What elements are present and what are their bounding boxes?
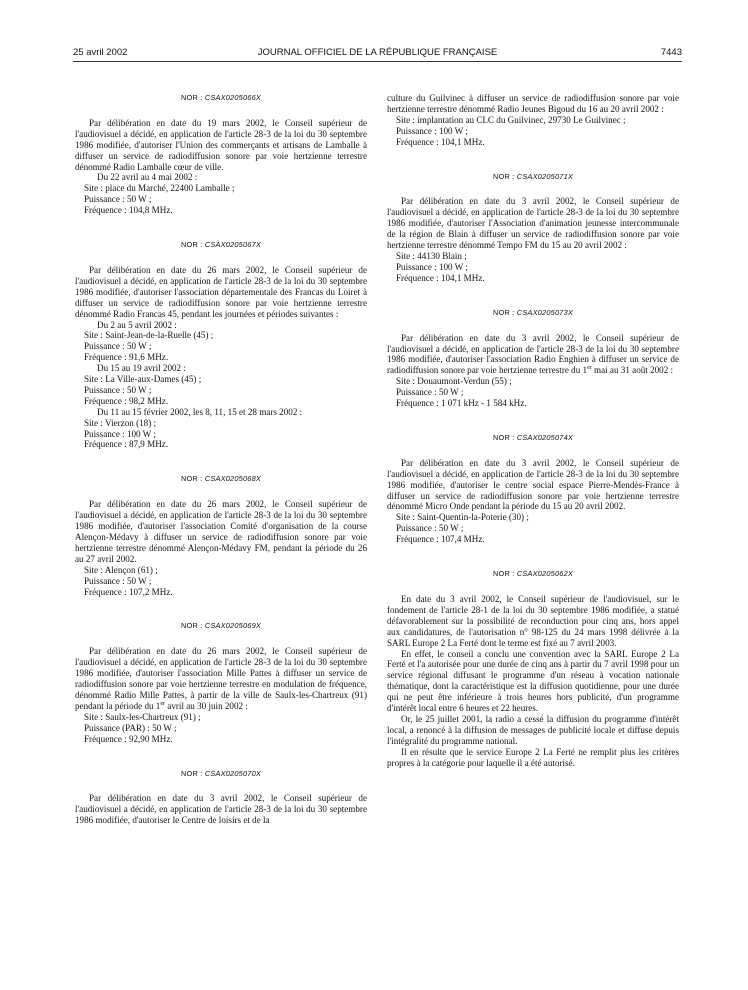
site-line: Site : Alençon (61) ; — [84, 564, 158, 575]
nor-code: CSAX0205068X — [204, 474, 262, 484]
frequency-line: Fréquence : 87,9 MHz. — [84, 439, 169, 450]
decision-text-part: Par délibération en date du 3 avril 2002, le Conseil supérieur de l'audiovisuel a décidé, en application de l'article 28-3 de la loi du 30 septembre 1986 modifiée, d'autoriser l'association Radio Enghien à diffuser un service de radiodiffusion sonore par voie hertzienne terrestre du 1 — [387, 332, 679, 376]
nor-reference — [387, 433, 679, 444]
nor-label: NOR : — [180, 93, 205, 102]
nor-reference — [75, 93, 367, 104]
power-line: Puissance : 50 W ; — [84, 575, 152, 586]
site-line: Site : Douaumont-Verdun (55) ; — [396, 376, 512, 387]
nor-label: NOR : — [492, 307, 517, 317]
decision-block — [75, 240, 367, 450]
frequency-line: Fréquence : 104,1 MHz. — [396, 136, 485, 147]
nor-code: CSAX0205067X — [204, 240, 262, 250]
decision-block — [75, 474, 367, 597]
left-column — [75, 93, 367, 850]
decision-text — [387, 333, 679, 377]
site-line: Site : place du Marché, 22400 Lamballe ; — [84, 183, 235, 194]
decision-text-part: mai au 31 août 2002 : — [591, 365, 674, 376]
decision-text: Par délibération en date du 19 mars 2002, le Conseil supérieur de l'audiovisuel a décidé, en application de l'article 28-3 de la loi du 30 septembre 1986 modifiée, d'autoriser l'Union des commerçants et artisans de Lamballe à diffuser un service de radiodiffusion sonore par voie hertzienne terrestre dénommé Radio Lamballe cœur de ville. — [75, 117, 367, 172]
nor-label: NOR : — [492, 432, 517, 442]
decision-text — [75, 646, 367, 711]
nor-code: CSAX0205069X — [204, 621, 262, 631]
power-line: Puissance : 100 W ; — [396, 125, 468, 136]
decision-text: culture du Guilvinec à diffuser un service de radiodiffusion sonore par voie hertzienne terrestre dénommé Radio Jeunes Bigoud du 16 au 20 avril 2002 : — [387, 93, 679, 114]
period-line: Du 22 avril au 4 mai 2002 : — [97, 172, 198, 183]
ordinal-superscript: er — [160, 700, 166, 707]
decision-text: Par délibération en date du 3 avril 2002, le Conseil supérieur de l'audiovisuel a décidé, en application de l'article 28-3 de la loi du 30 septembre 1986 modifiée, d'autoriser le Centre de loisirs et de la — [75, 793, 367, 826]
decision-block — [387, 433, 679, 545]
decision-text: Par délibération en date du 26 mars 2002, le Conseil supérieur de l'audiovisuel a décidé, en application de l'article 28-3 de la loi du 30 septembre 1986 modifiée, d'autoriser l'association Comité d'organisation de la course Alençon-Médavy à diffuser un service de radiodiffusion sonore par voie hertzienne terrestre dénommé Alençon-Médavy FM, pendant la période du 26 au 27 avril 2002. — [75, 499, 367, 564]
power-line: Puissance : 50 W ; — [396, 523, 464, 534]
nor-reference — [75, 474, 367, 485]
nor-label: NOR : — [492, 569, 517, 579]
decision-block — [75, 93, 367, 216]
nor-code: CSAX0205074X — [516, 432, 574, 442]
site-line: Site : Saint-Jean-de-la-Ruelle (45) ; — [84, 330, 214, 341]
frequency-line: Fréquence : 104,8 MHz. — [84, 205, 173, 216]
frequency-line: Fréquence : 107,4 MHz. — [396, 534, 485, 545]
nor-reference — [387, 308, 679, 319]
decision-text: Par délibération en date du 26 mars 2002, le Conseil supérieur de l'audiovisuel a décidé, en application de l'article 28-3 de la loi du 30 septembre 1986 modifiée, d'autoriser l'association départementale des Francas du Loiret à diffuser un service de radiodiffusion sonore par voie hertzienne terrestre dénommé Radio Francas 45, pendant les journées et périodes suivantes : — [75, 264, 367, 319]
nor-label: NOR : — [180, 474, 205, 484]
header-page-number: 7443 — [660, 47, 682, 58]
power-line: Puissance : 100 W ; — [396, 261, 468, 272]
power-line: Puissance : 50 W ; — [84, 384, 152, 395]
power-line: Puissance : 50 W ; — [396, 387, 464, 398]
nor-label: NOR : — [492, 171, 517, 181]
period-line: Du 15 au 19 avril 2002 : — [97, 363, 186, 374]
nor-reference — [387, 569, 679, 580]
decision-block — [387, 569, 679, 768]
header-date: 25 avril 2002 — [73, 47, 128, 58]
frequency-line: Fréquence : 91,6 MHz. — [84, 352, 169, 363]
decision-continuation — [387, 93, 679, 148]
nor-label: NOR : — [180, 768, 205, 778]
frequency-line: Fréquence : 98,2 MHz. — [84, 395, 169, 406]
nor-code: CSAX0205073X — [516, 307, 574, 317]
power-line: Puissance : 50 W ; — [84, 194, 152, 205]
site-line: Site : Saint-Quentin-la-Poterie (30) ; — [396, 512, 529, 523]
site-line: Site : Vierzon (18) ; — [84, 417, 157, 428]
decision-text: Il en résulte que le service Europe 2 La Ferté ne remplit plus les critères propres à la catégorie pour laquelle il a été autorisé. — [387, 746, 679, 768]
power-line: Puissance : 50 W ; — [84, 341, 152, 352]
decision-text: En effet, le conseil a conclu une convention avec la SARL Europe 2 La Ferté et l'a autorisée pour une durée de cinq ans à partir du 7 avril 1998 pour un service régional diffusant le programme d'un réseau à vocation nationale thématique, dont la caractéristique est la diffusion quotidienne, pour une durée qui ne peut être inférieure à trois heures hors publicité, d'un programme d'intérêt local entre 6 heures et 22 heures. — [387, 648, 679, 714]
right-column — [387, 93, 679, 793]
frequency-line: Fréquence : 107,2 MHz. — [84, 586, 173, 597]
decision-text-part: avril au 30 juin 2002 : — [165, 700, 248, 711]
nor-reference — [75, 240, 367, 251]
frequency-line: Fréquence : 104,1 MHz. — [396, 272, 485, 283]
site-line: Site : Saulx-les-Chartreux (91) ; — [84, 711, 201, 722]
header-title: JOURNAL OFFICIEL DE LA RÉPUBLIQUE FRANÇAISE — [257, 47, 498, 58]
power-line: Puissance (PAR) : 50 W ; — [84, 722, 177, 733]
nor-label: NOR : — [180, 621, 205, 631]
decision-text: Or, le 25 juillet 2001, la radio a cessé la diffusion du programme d'intérêt local, a renoncé à la diffusion de messages de publicité locale et diffuse depuis l'intégralité du programme national. — [387, 713, 679, 746]
decision-block — [75, 621, 367, 744]
power-line: Puissance : 100 W ; — [84, 428, 156, 439]
decision-block — [387, 308, 679, 409]
decision-block — [75, 769, 367, 827]
nor-reference — [75, 769, 367, 780]
site-line: Site : La Ville-aux-Dames (45) ; — [84, 374, 202, 385]
period-line: Du 11 au 15 février 2002, les 8, 11, 15 et 28 mars 2002 : — [97, 406, 303, 417]
nor-code: CSAX0205062X — [516, 569, 574, 579]
site-line: Site : 44130 Blain ; — [396, 250, 467, 261]
ordinal-superscript: er — [587, 365, 592, 372]
decision-text-part: Par délibération en date du 26 mars 2002, le Conseil supérieur de l'audiovisuel a décidé, en application de l'article 28-3 de la loi du 30 septembre 1986 modifiée, d'autoriser l'association Mille Pattes à diffuser un service de radiodiffusion sonore par voie hertzienne terrestre en modulation de fréquence, dénommé Radio Mille Pattes, à partir de la ville de Saulx-les-Chartreux (91) pendant la période du 1 — [75, 646, 367, 711]
frequency-line: Fréquence : 92,90 MHz. — [84, 733, 173, 744]
nor-code: CSAX0205066X — [204, 93, 262, 102]
nor-label: NOR : — [180, 240, 205, 250]
nor-reference — [75, 621, 367, 632]
decision-text: En date du 3 avril 2002, le Conseil supérieur de l'audiovisuel, sur le fondement de l'article 28-1 de la loi du 30 septembre 1986 modifiée, a statué défavorablement sur la possibilité de reconduction pour cinq ans, hors appel aux candidatures, de l'autorisation n° 98-125 du 24 mars 1998 délivrée à la SARL Europe 2 La Ferté dont le terme est fixé au 7 avril 2003. — [387, 594, 679, 648]
period-line: Du 2 au 5 avril 2002 : — [97, 319, 177, 330]
decision-block — [387, 172, 679, 284]
frequency-line: Fréquence : 1 071 kHz - 1 584 kHz. — [396, 398, 527, 409]
decision-text: Par délibération en date du 3 avril 2002, le Conseil supérieur de l'audiovisuel a décidé, en application de l'article 28-3 de la loi du 30 septembre 1986 modifiée, d'autoriser l'Association d'animation jeunesse intercommunale de la région de Blain à diffuser un service de radiodiffusion sonore par voie hertzienne terrestre dénommé Tempo FM du 15 au 20 avril 2002 : — [387, 196, 679, 251]
header-rule — [73, 61, 682, 62]
decision-text: Par délibération en date du 3 avril 2002, le Conseil supérieur de l'audiovisuel a décidé, en application de l'article 28-3 de la loi du 30 septembre 1986 modifiée, d'autoriser le centre social espace Pierre-Mendès-France à diffuser un service de radiodiffusion sonore par voie hertzienne terrestre dénommé Micro Onde pendant la période du 15 au 20 avril 2002. — [387, 457, 679, 512]
nor-reference — [387, 172, 679, 183]
nor-code: CSAX0205071X — [516, 171, 574, 181]
site-line: Site : implantation au CLC du Guilvinec, 29730 Le Guilvinec ; — [396, 114, 626, 125]
nor-code: CSAX0205070X — [204, 768, 262, 778]
